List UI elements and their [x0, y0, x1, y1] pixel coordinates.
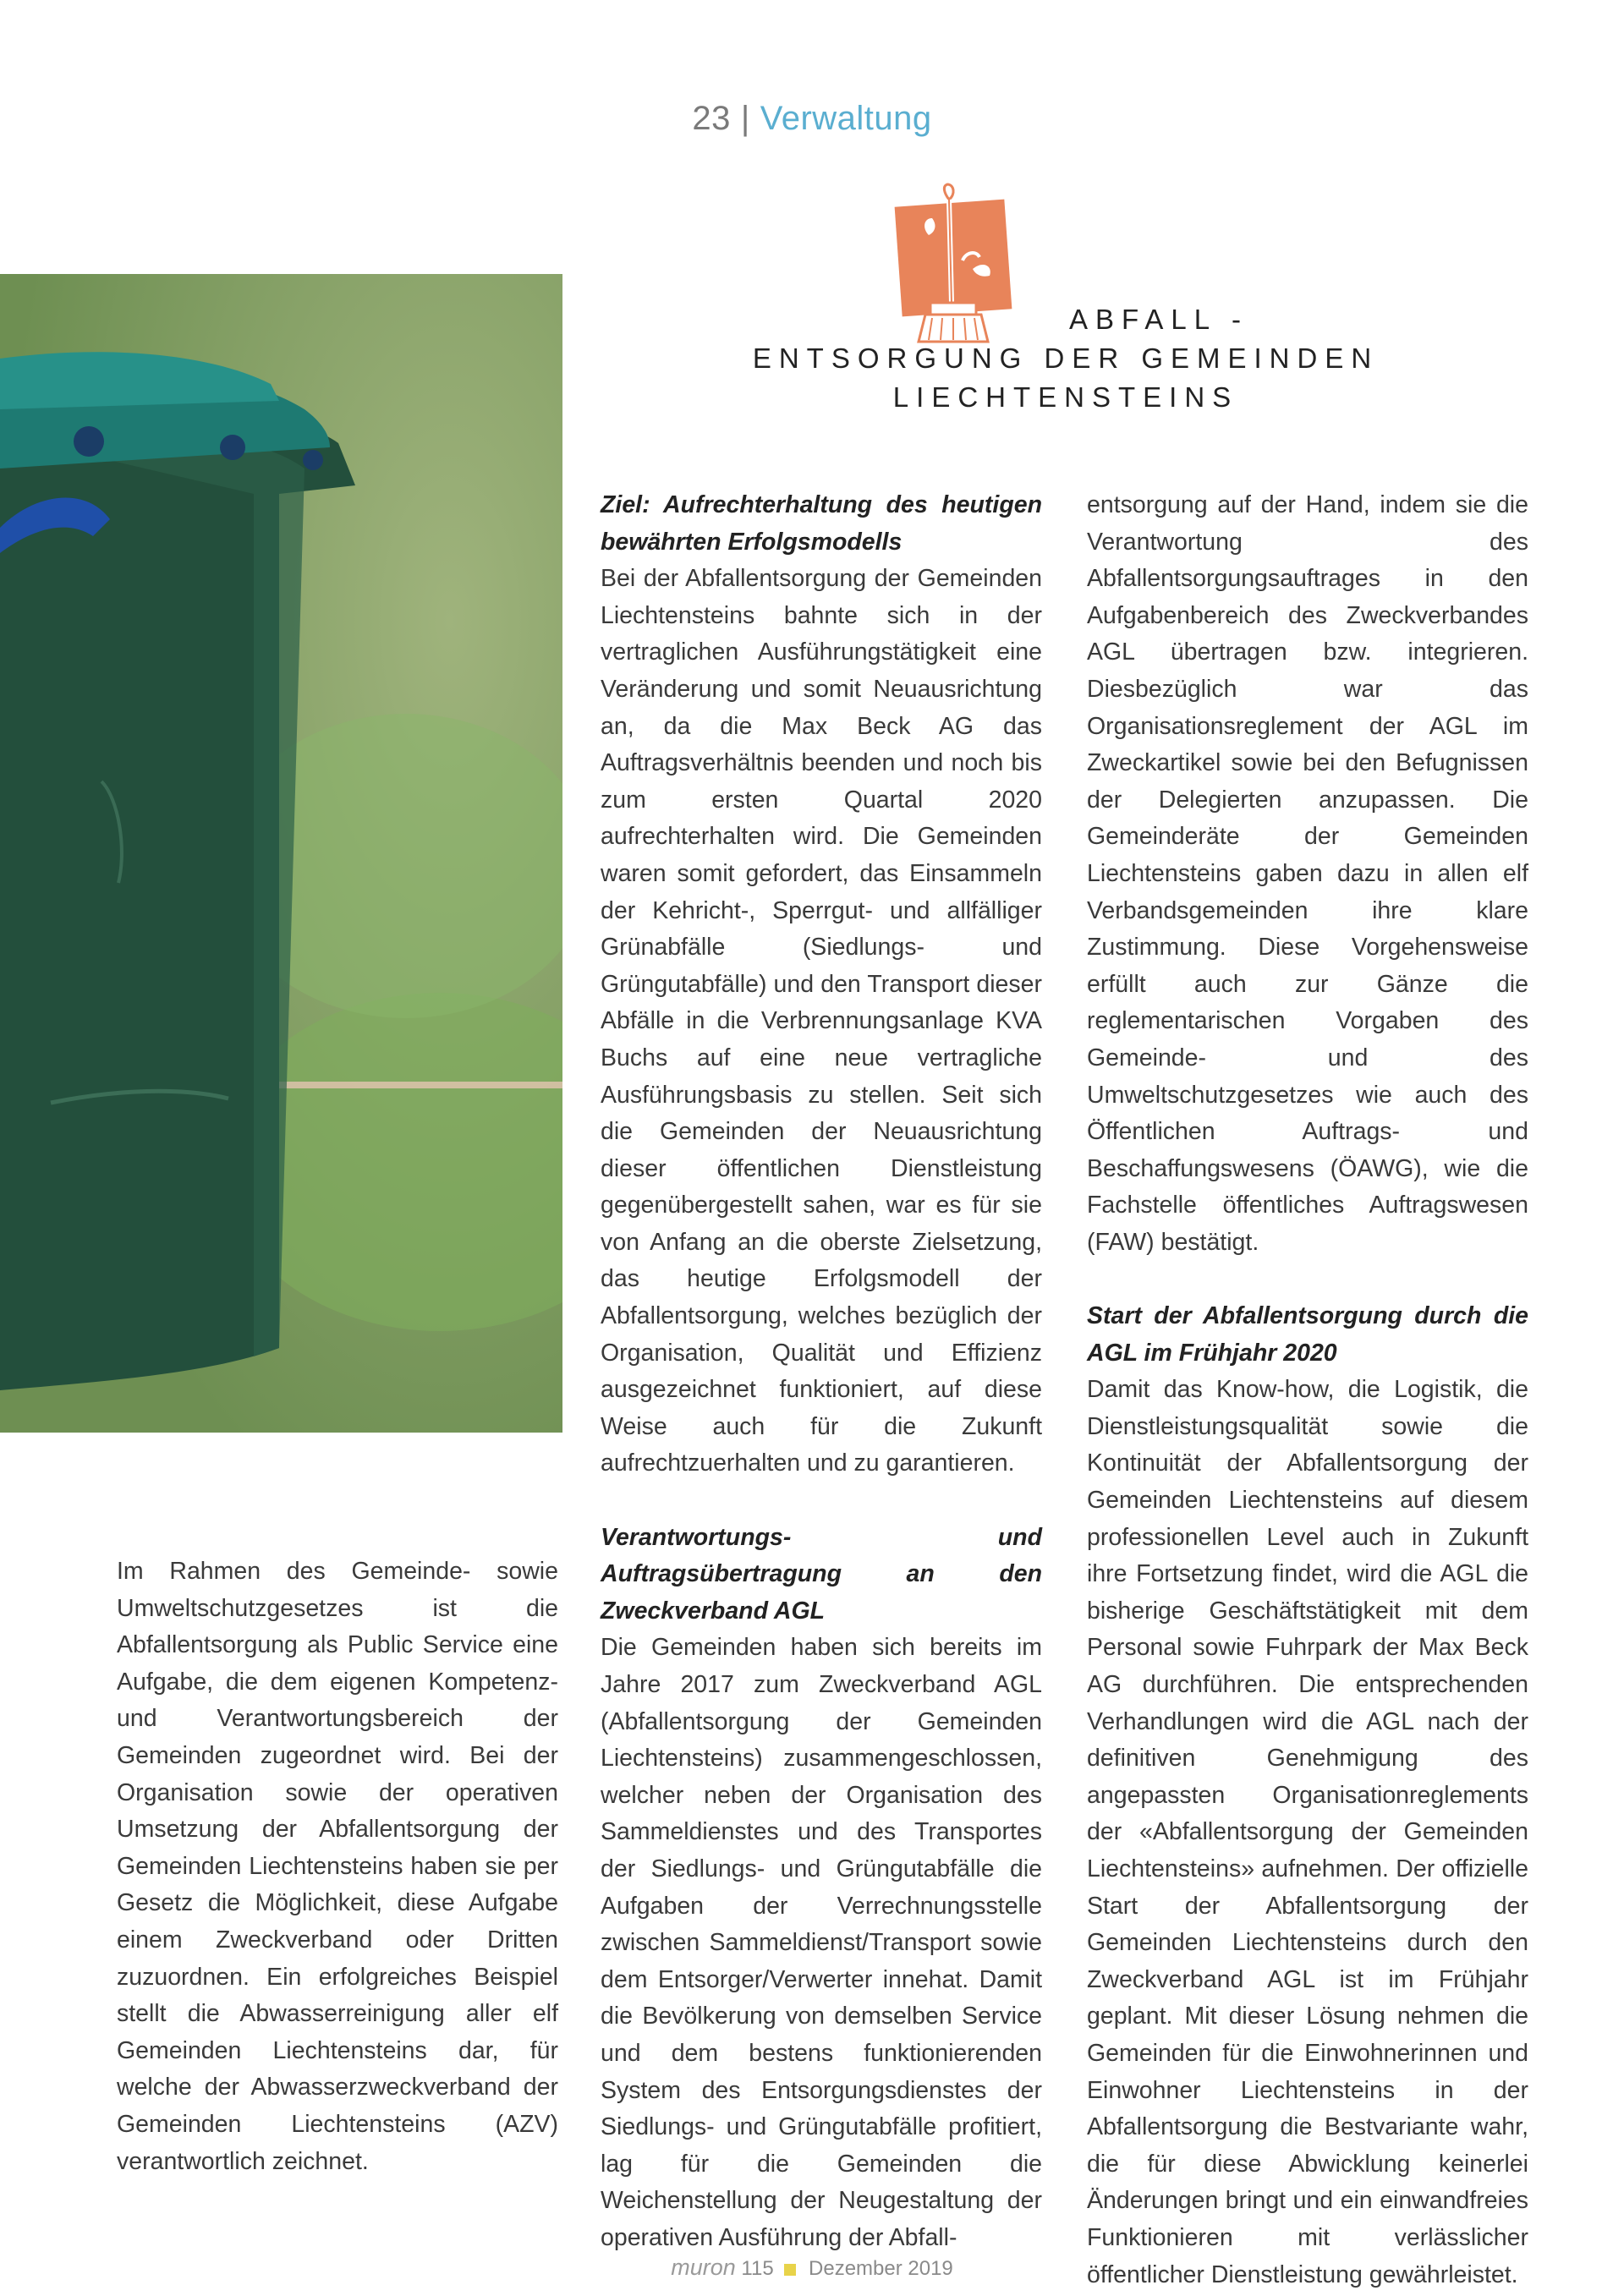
waste-bin-illustration: [0, 274, 562, 1433]
section-heading-transfer: Verantwortungs- und Auftragsübertragung an den Zweckverband AGL: [601, 1523, 1042, 1625]
intro-paragraph: Im Rahmen des Gemeinde- sowie Umweltschutzgesetzes ist die Abfallentsorgung als Public Service eine Aufgabe, die dem eigenen Kompetenz- und Verantwortungsbereich der Gemeinden zugeordnet wird. Bei der Organisation sowie der operativen Umsetzung der Abfallentsorgung der Gemeinden Liechtensteins haben sie per Gesetz die Möglichkeit, diese Aufgabe einem Zweckverband oder Dritten zuzuordnen. Ein erfolgreiches Beispiel stellt die Abwasserreinigung aller elf Gemeinden Liechtensteins dar, für welche der Abwasserzweckverband der Gemeinden Liechtensteins (AZV) verantwortlich zeichnet.: [117, 1558, 558, 2175]
column-intro: [117, 1553, 558, 2180]
paragraph-continuation: entsorgung auf der Hand, indem sie die Verantwortung des Abfallentsorgungsauftrages in den Aufgabenbereich des Zweckverbandes AGL übertragen bzw. integrieren. Diesbezüglich war das Organisationsreglement der AGL im Zweckartikel sowie bei den Befugnissen der Delegierten anzupassen. Die Gemeinderäte der Gemeinden Liechtensteins gaben dazu in allen elf Verbandsgemeinden ihre klare Zustimmung. Diese Vorgehensweise erfüllt auch zur Gänze die reglementarischen Vorgaben des Gemeinde- und des Umweltschutzgesetzes wie auch des Öffentlichen Auftrags- und Beschaffungswesens (ÖAWG), wie die Fachstelle öffentliches Auftragswesen (FAW) bestätigt.: [1087, 491, 1528, 1256]
title-line-3: LIECHTENSTEINS: [892, 381, 1239, 413]
section-heading-goal: Ziel: Aufrechterhaltung des heutigen bewährten Erfolgsmodells: [601, 491, 1042, 556]
waste-bin-photo: [0, 274, 562, 1433]
issue-date: Dezember 2019: [809, 2257, 953, 2280]
footer-square-icon: [784, 2264, 796, 2276]
title-line-2: ENTSORGUNG DER GEMEINDEN: [752, 342, 1380, 374]
header-separator: |: [740, 100, 750, 137]
page-header: [0, 100, 1624, 138]
section-title: Verwaltung: [760, 100, 932, 137]
paragraph-start: Damit das Know-how, die Logistik, die Dienstleistungsqualität sowie die Kontinuität der Abfallentsorgung der Gemeinden Liechtensteins auf diesem professionellen Level auch in Zukunft ihre Fortsetzung findet, wird die AGL die bisherige Geschäftstätigkeit mit dem Personal sowie Fuhrpark der Max Beck AG durchführen. Die entsprechenden Verhandlungen wird die AGL nach der definitiven Genehmigung des angepassten Organisationreglements der «Abfallentsorgung der Gemeinden Liechtensteins» aufnehmen. Der offizielle Start der Abfallentsorgung der Gemeinden Liechtensteins durch den Zweckverband AGL ist im Frühjahr geplant. Mit dieser Lösung nehmen die Gemeinden für die Einwohnerinnen und Einwohner Liechtensteins in der Abfallentsorgung die Bestvariante wahr, die für diese Abwicklung keinerlei Änderungen bringt und ein einwandfreies Funktionieren mit verlässlicher öffentlicher Dienstleistung gewährleistet.: [1087, 1376, 1528, 2288]
paragraph-goal: Bei der Abfallentsorgung der Gemeinden Liechtensteins bahnte sich in der vertraglichen Ausführungstätigkeit eine Veränderung und somit Neuausrichtung an, da die Max Beck AG das Auftragsverhältnis beenden und noch bis zum ersten Quartal 2020 aufrechterhalten wird. Die Gemeinden waren somit gefordert, das Einsammeln der Kehricht-, Sperrgut- und allfälliger Grünabfälle (Siedlungs- und Grüngutabfälle) und den Transport dieser Abfälle in die Verbrennungsanlage KVA Buchs auf eine neue vertragliche Ausführungsbasis zu stellen. Seit sich die Gemeinden der Neuausrichtung dieser öffentlichen Dienstleistung gegenübergestellt sahen, war es für sie von Anfang an die oberste Zielsetzung, das heutige Erfolgsmodell der Abfallentsorgung, welches bezüglich der Organisation, Qualität und Effizienz ausgezeichnet funktioniert, auf diese Weise auch für die Zukunft aufrechtzuerhalten und zu garantieren.: [601, 565, 1042, 1477]
section-heading-start: Start der Abfallentsorgung durch die AGL im Frühjahr 2020: [1087, 1302, 1528, 1367]
magazine-brand: muron: [671, 2255, 736, 2280]
page-number: 23: [692, 100, 731, 137]
page-footer: [0, 2255, 1624, 2281]
column-right: [1087, 487, 1528, 2293]
article-title: [727, 300, 1404, 417]
column-middle: [601, 487, 1042, 2257]
title-line-1: ABFALL -: [1068, 304, 1248, 335]
paragraph-transfer: Die Gemeinden haben sich bereits im Jahre 2017 zum Zweckverband AGL (Abfallentsorgung der Gemeinden Liechtensteins) zusammengeschlossen, welcher neben der Organisation des Sammeldienstes und des Transportes der Siedlungs- und Grüngutabfälle die Aufgaben der Verrechnungsstelle zwischen Sammeldienst/Transport sowie dem Entsorger/Verwerter innehat. Damit die Bevölkerung von demselben Service und dem bestens funktionierenden System des Entsorgungsdienstes der Siedlungs- und Grüngutabfälle profitiert, lag für die Gemeinden die Weichenstellung der Neugestaltung der operativen Ausführung der Abfall-: [601, 1634, 1042, 2251]
issue-number: 115: [741, 2257, 774, 2280]
